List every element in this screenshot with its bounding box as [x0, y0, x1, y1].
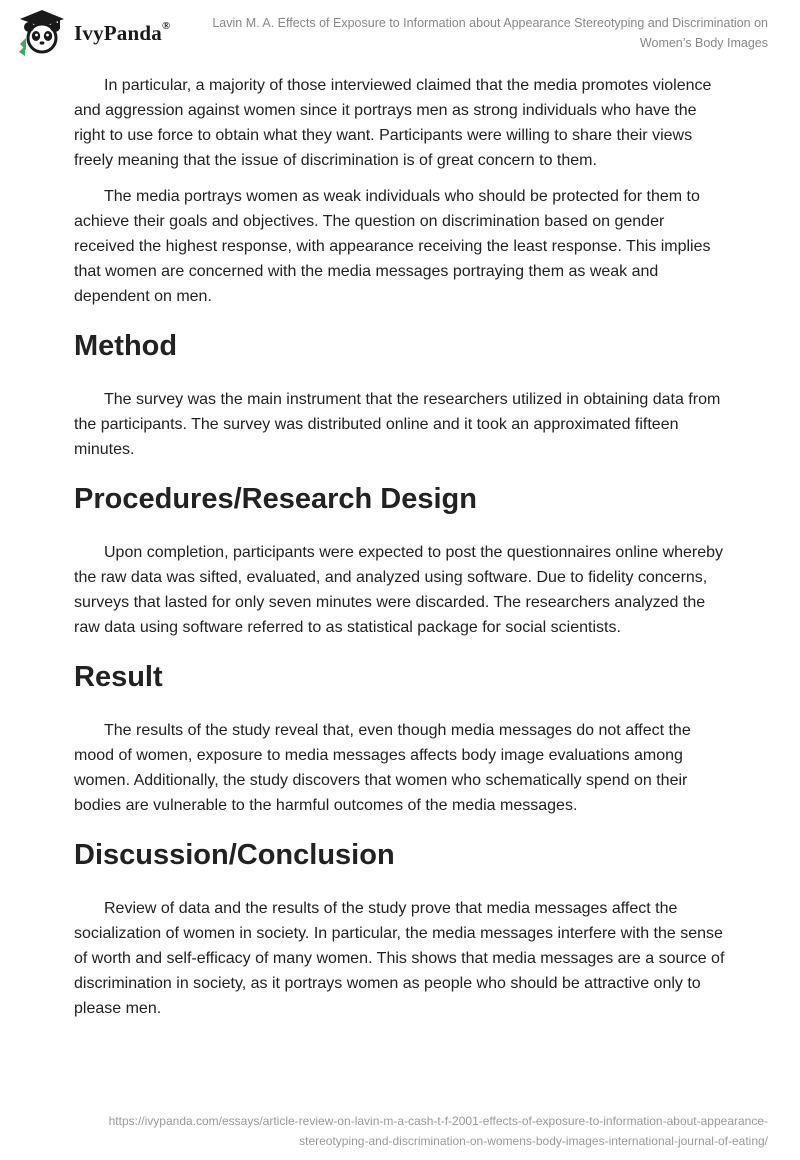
source-url-line-2: stereotyping-and-discrimination-on-womens-body-images-international-journal-of-eating/	[299, 1134, 768, 1148]
article-body	[74, 73, 726, 1032]
paragraph-2: The media portrays women as weak individuals who should be protected for them to achieve their goals and objectives. The question on discrimination based on gender received the highest response, with appearance receiving the least response. This implies that women are concerned with the media messages portraying them as weak and dependent on men.	[74, 188, 711, 305]
heading-procedures: Procedures/Research Design	[74, 483, 477, 515]
paragraph-6: Review of data and the results of the study prove that media messages affect the socialization of women in society. In particular, the media messages interfere with the sense of worth and self-efficacy of many women. This shows that media messages are a source of discrimination in society, as it portrays women as people who should be attractive only to please men.	[74, 900, 725, 1017]
paragraph-3: The survey was the main instrument that the researchers utilized in obtaining data from the participants. The survey was distributed online and it took an approximated fifteen minutes.	[74, 391, 721, 458]
paragraph-1: In particular, a majority of those interviewed claimed that the media promotes violence and aggression against women since it portrays men as strong individuals who have the right to use force to obtain what they want. Participants were willing to share their views freely meaning that the issue of discrimination is of great concern to them.	[74, 77, 712, 169]
paragraph-5: The results of the study reveal that, even though media messages do not affect the mood of women, exposure to media messages affects body image evaluations among women. Additionally, the study discovers that women who schematically spend on their bodies are vulnerable to the harmful outcomes of the media messages.	[74, 722, 691, 814]
panda-graduate-logo-icon	[16, 8, 68, 56]
paragraph-4: Upon completion, participants were expected to post the questionnaires online whereby the raw data was sifted, evaluated, and analyzed using software. Due to fidelity concerns, surveys that lasted for only seven minutes were discarded. The researchers analyzed the raw data using software referred to as statistical package for social scientists.	[74, 544, 724, 636]
citation-header	[208, 13, 768, 53]
ivypanda-logo[interactable]	[16, 8, 206, 56]
heading-discussion: Discussion/Conclusion	[74, 839, 395, 871]
logo-wordmark: IvyPanda®	[74, 19, 171, 45]
citation-line-1: Lavin M. A. Effects of Exposure to Information about Appearance Stereotyping and Discrimination on	[212, 16, 768, 30]
page-header	[0, 0, 800, 60]
heading-method: Method	[74, 330, 178, 362]
source-url-line-1: https://ivypanda.com/essays/article-review-on-lavin-m-a-cash-t-f-2001-effects-of-exposure-to-information-about-appearance-	[108, 1114, 768, 1128]
citation-line-2: Women’s Body Images	[639, 36, 768, 50]
source-url[interactable]	[48, 1111, 768, 1151]
heading-result: Result	[74, 661, 163, 693]
